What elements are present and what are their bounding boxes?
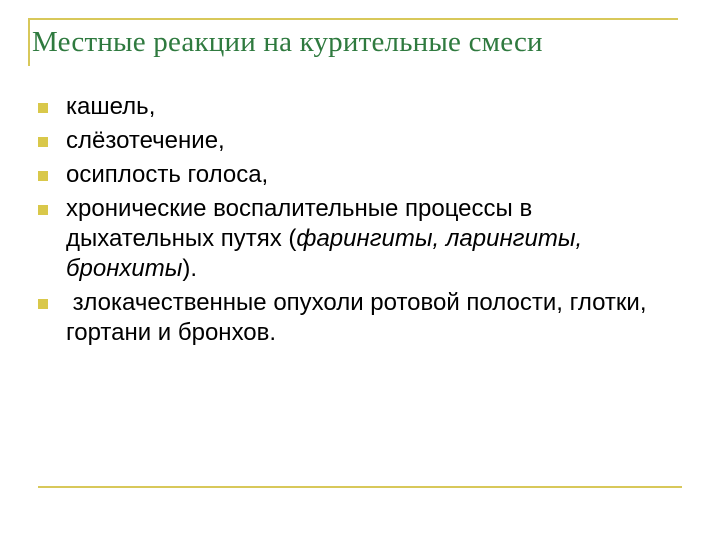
list-item-text: слёзотечение, (66, 127, 225, 154)
list-item (36, 194, 686, 284)
square-bullet-icon (38, 171, 48, 181)
list-item-text: осиплость голоса, (66, 161, 269, 188)
list-item-text: злокачественные опухоли ротовой полости, глотки, гортани и бронхов. (66, 289, 654, 346)
left-rule (28, 18, 30, 66)
square-bullet-icon (38, 103, 48, 113)
list-item (36, 160, 686, 190)
list-item-italic-text: фарингиты, ларингиты, бронхиты (66, 225, 583, 282)
list-item-text-before: хронические воспалительные процессы в дыхательных путях ( (66, 195, 533, 252)
list-item-text-after: ). (182, 255, 198, 282)
slide-title: Местные реакции на курительные смеси (32, 26, 543, 58)
square-bullet-icon (38, 299, 48, 309)
square-bullet-icon (38, 205, 48, 215)
list-item-text: кашель, (66, 93, 156, 120)
square-bullet-icon (38, 137, 48, 147)
list-item (36, 126, 686, 156)
list-item (36, 288, 686, 348)
bottom-rule (38, 486, 682, 488)
top-rule (28, 18, 678, 20)
bullet-list (36, 92, 686, 352)
list-item (36, 92, 686, 122)
